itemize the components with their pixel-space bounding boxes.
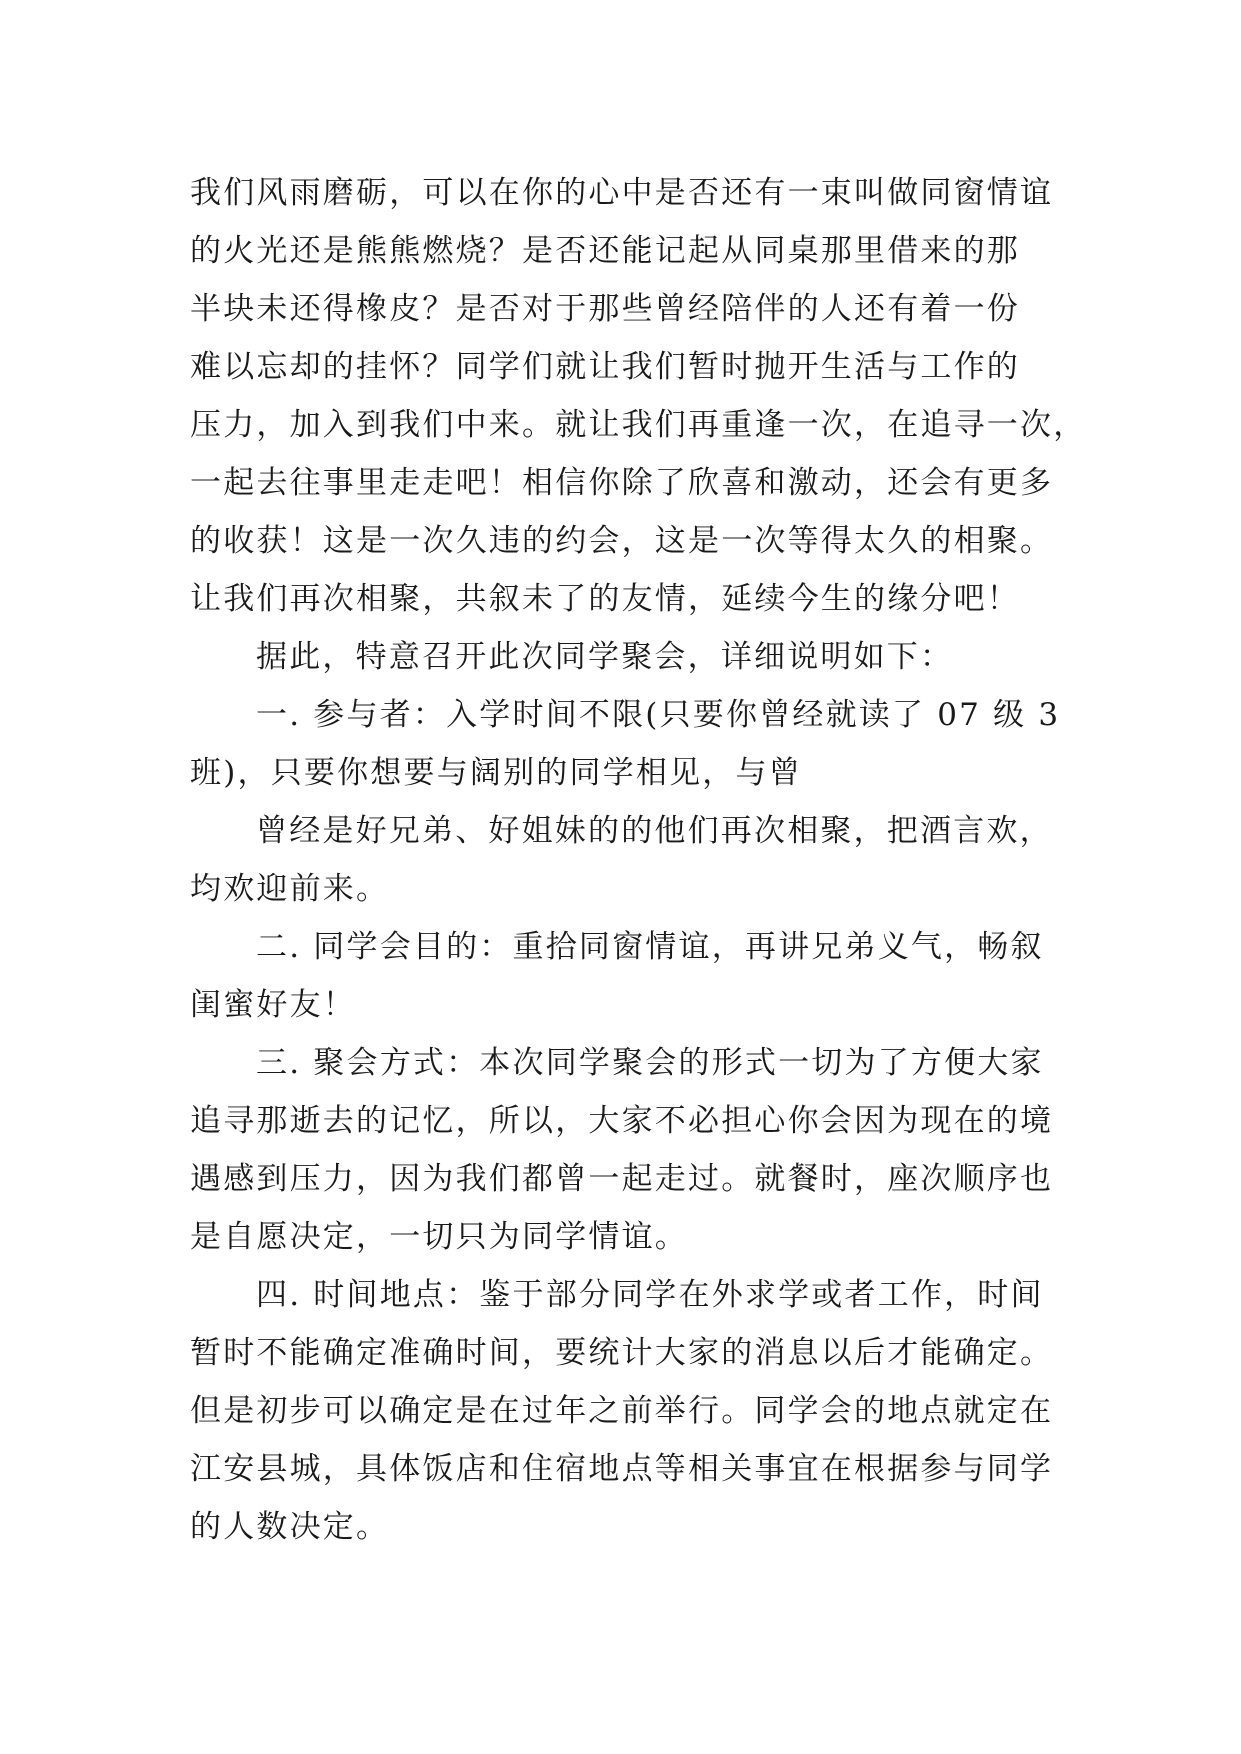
text-line: 江安县城，具体饭店和住宿地点等相关事宜在根据参与同学 bbox=[190, 1451, 1054, 1487]
text-line: 的收获！这是一次久违的约会，这是一次等得太久的相聚。 bbox=[190, 523, 1054, 559]
text-line: 压力，加入到我们中来。就让我们再重逢一次，在追寻一次， bbox=[190, 407, 1087, 443]
text-line: 闺蜜好友！ bbox=[190, 987, 356, 1023]
paragraph-intro: 据此，特意召开此次同学聚会，详细说明如下： bbox=[256, 639, 954, 675]
text-line: 我们风雨磨砺，可以在你的心中是否还有一束叫做同窗情谊 bbox=[190, 175, 1054, 211]
text-line: 一起去往事里走走吧！相信你除了欣喜和激动，还会有更多 bbox=[190, 465, 1054, 501]
text-line: 遇感到压力，因为我们都曾一起走过。就餐时，座次顺序也 bbox=[190, 1161, 1054, 1197]
text-line: 是自愿决定，一切只为同学情谊。 bbox=[190, 1219, 688, 1255]
text-line: 均欢迎前来。 bbox=[190, 871, 390, 907]
text-line: 的人数决定。 bbox=[190, 1509, 390, 1545]
text-line: 曾经是好兄弟、好姐妹的的他们再次相聚，把酒言欢， bbox=[256, 813, 1053, 849]
section-format-heading: 三. 聚会方式：本次同学聚会的形式一切为了方便大家 bbox=[256, 1045, 1044, 1081]
section-purpose-heading: 二. 同学会目的：重拾同窗情谊，再讲兄弟义气，畅叙 bbox=[256, 929, 1044, 965]
text-line: 半块未还得橡皮？是否对于那些曾经陪伴的人还有着一份 bbox=[190, 291, 1020, 327]
section-time-place-heading: 四. 时间地点：鉴于部分同学在外求学或者工作，时间 bbox=[256, 1277, 1044, 1313]
text-line: 难以忘却的挂怀？同学们就让我们暂时抛开生活与工作的 bbox=[190, 349, 1020, 385]
text-line: 追寻那逝去的记忆，所以，大家不必担心你会因为现在的境 bbox=[190, 1103, 1054, 1139]
text-line: 班)，只要你想要与阔别的同学相见，与曾 bbox=[190, 755, 802, 791]
text-line: 但是初步可以确定是在过年之前举行。同学会的地点就定在 bbox=[190, 1393, 1054, 1429]
section-participants-heading: 一. 参与者：入学时间不限(只要你曾经就读了 07 级 3 bbox=[256, 697, 1061, 733]
document-body bbox=[190, 164, 1087, 1556]
text-line: 暂时不能确定准确时间，要统计大家的消息以后才能确定。 bbox=[190, 1335, 1054, 1371]
text-line: 的火光还是熊熊燃烧？是否还能记起从同桌那里借来的那 bbox=[190, 233, 1020, 269]
text-line: 让我们再次相聚，共叙未了的友情，延续今生的缘分吧！ bbox=[190, 581, 1020, 617]
